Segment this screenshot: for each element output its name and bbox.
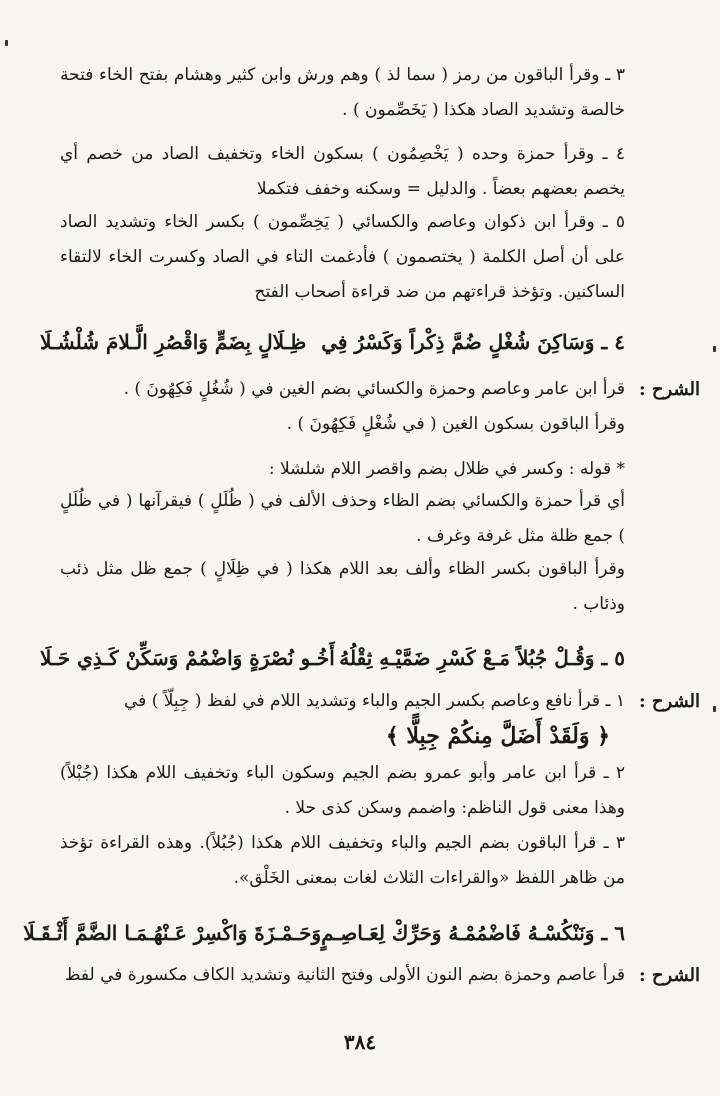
quran-verse-quote: ﴿ وَلَقَدْ أَضَلَّ مِنكُمْ جِبِلًّا ﴾ — [385, 723, 610, 749]
verse-5-first-hemistich: ٥ ـ وَقُـلْ جُبُلاً مَـعْ كَسْرِ ضَمَّيْـهِ ثِقْلُهُ — [339, 646, 625, 670]
verse-6-first-hemistich: ٦ ـ وَنَنْكُسْـهُ فَاضْمُمْـهُ وَحَرِّكْ لِعَـاصِـمٍ — [321, 921, 625, 945]
paragraph-reading-3: ٣ ـ وقرأ الباقون من رمز ( سما لذ ) وهم ورش وابن كثير وهشام بفتح الخاء فتحة خالصة وتشديد الصاد هكذا ( يَخَصِّمون ) . — [60, 65, 625, 120]
page-number: ٣٨٤ — [343, 1030, 377, 1054]
verse-5-second-hemistich: أَخُـو نُصْرَةٍ وَاضْمُمْ وَسَكِّنْ كَـذِي حَـلَا — [40, 646, 335, 670]
explanation-2-line-3: ٣ ـ قرأ الباقون بضم الجيم والباء وتخفيف اللام هكذا (جُبُلاً). وهذه القراءة تؤخذ من ظاهر اللفظ «والقراءات الثلاث لغات بمعنى الخَلْق». — [60, 833, 625, 888]
margin-mark — [713, 346, 716, 352]
sharh-label-2: الشرح : — [638, 691, 700, 712]
verse-4-second-hemistich: ظِـلَالٍ بِضَمٍّ وَاقْصُرِ الَّـلامَ شُلْشُـلَا — [40, 330, 307, 354]
margin-mark — [713, 706, 716, 712]
paragraph-reading-5: ٥ ـ وقرأ ابن ذكوان وعاصم والكسائي ( يَخِصِّمون ) بكسر الخاء وتشديد الصاد على أن أصل الكلمة ( يختصمون ) فأدغمت التاء في الصاد وكسرت الخاء لالتقاء الساكنين. وتؤخذ قراءتهم من ضد قراءة أصحاب الفتح — [60, 212, 625, 302]
verse-4-first-hemistich: ٤ ـ وَسَاكِنَ شُغْلٍ ضُمَّ ذِكْراً وَكَسْرُ فِي — [321, 330, 625, 354]
explanation-1-quote: * قوله : وكسر في ظلال بضم واقصر اللام شلشلا : — [268, 459, 625, 479]
explanation-1-line-4: وقرأ الباقون بكسر الظاء وألف بعد اللام هكذا ( في ظِلَالٍ ) جمع ظل مثل ذئب وذئاب . — [60, 559, 625, 614]
explanation-2-line-2: ٢ ـ قرأ ابن عامر وأبو عمرو بضم الجيم وسكون الباء وتخفيف اللام هكذا (جُبْلاً) وهذا معنى قول الناظم: واضمم وسكن كذى حلا . — [60, 763, 625, 818]
explanation-1-line-1: قرأ ابن عامر وعاصم وحمزة والكسائي بضم الغين في ( شُغُلٍ فَكِهُونَ ) . — [123, 379, 625, 399]
explanation-2-line-1: ١ ـ قرأ نافع وعاصم بكسر الجيم والباء وتشديد اللام في لفظ ( جِبِلّاً ) في — [124, 691, 625, 711]
explanation-1-line-3: أي قرأ حمزة والكسائي بضم الظاء وحذف الألف في ( ظُلَلٍ ) فيقرآنها ( في ظُلَلٍ ) جمع ظلة مثل غرفة وغرف . — [60, 491, 625, 546]
verse-5 — [40, 638, 625, 678]
verse-6-second-hemistich: وَحَـمْـزَةَ وَاكْسِرْ عَـنْهُـمَـا الضَّمَّ أَثْـقَـلَا — [23, 921, 322, 945]
explanation-3-line-1: قرأ عاصم وحمزة بضم النون الأولى وفتح الثانية وتشديد الكاف مكسورة في لفظ — [64, 965, 625, 985]
explanation-1-line-2: وقرأ الباقون بسكون الغين ( في شُغْلٍ فَكِهُونَ ) . — [286, 414, 625, 434]
sharh-label-1: الشرح : — [638, 379, 700, 400]
verse-4 — [40, 322, 625, 362]
margin-mark — [5, 40, 8, 46]
sharh-label-3: الشرح : — [638, 965, 700, 986]
paragraph-reading-4: ٤ ـ وقرأ حمزة وحده ( يَخْصِمُون ) بسكون الخاء وتخفيف الصاد من خصم أي يخصم بعضهم بعضاً . والدليل = وسكنه وخفف فتكملا — [60, 144, 625, 199]
verse-6 — [23, 913, 625, 953]
